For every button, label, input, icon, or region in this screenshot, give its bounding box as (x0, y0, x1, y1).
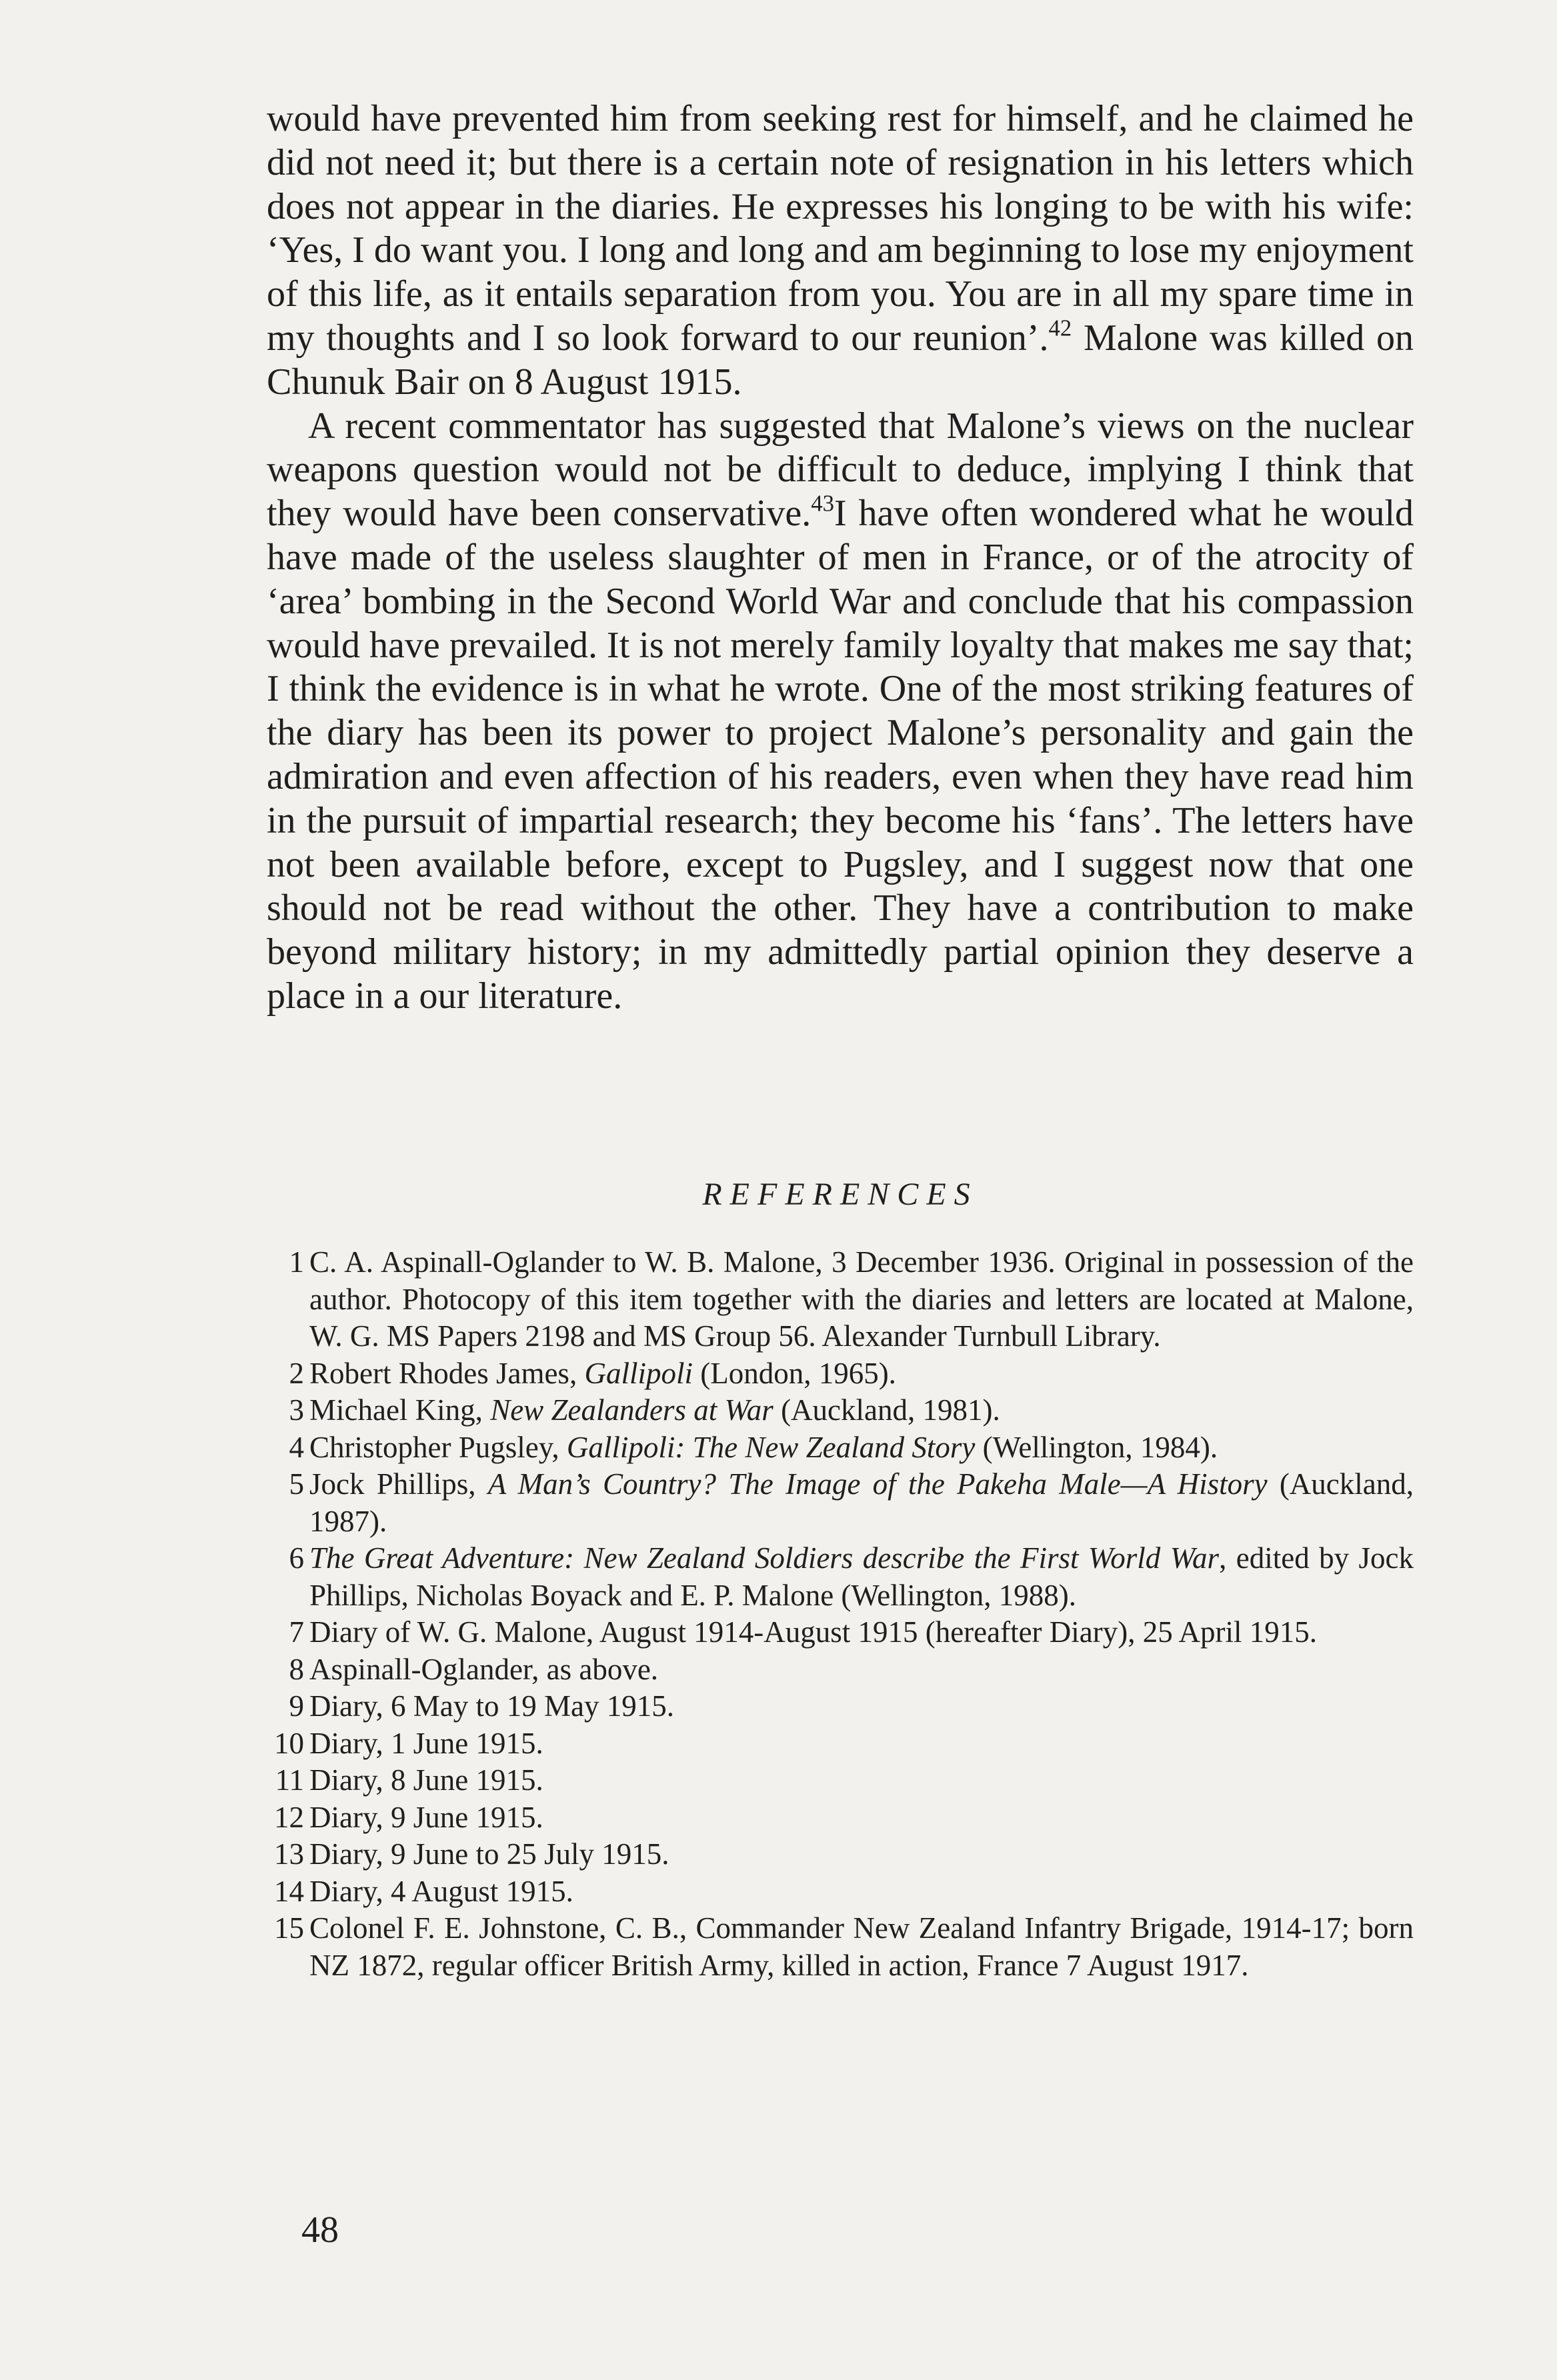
reference-item (267, 1762, 1414, 1799)
reference-text: Diary of W. G. Malone, August 1914-August 1915 (hereafter Diary), 25 April 1915. (309, 1615, 1317, 1649)
reference-item (267, 1392, 1414, 1429)
reference-text: Aspinall-Oglander, as above. (309, 1652, 659, 1686)
reference-title: Gallipoli: The New Zealand Story (566, 1430, 976, 1464)
reference-item (267, 1799, 1414, 1837)
reference-item (267, 1244, 1414, 1355)
reference-number: 7 (289, 1615, 304, 1649)
reference-text: Diary, 6 May to 19 May 1915. (309, 1689, 675, 1723)
reference-text: Diary, 9 June 1915. (309, 1800, 543, 1834)
reference-text: Christopher Pugsley, (309, 1430, 567, 1464)
reference-text: Michael King, (309, 1393, 491, 1427)
footnote-marker-42: 42 (1048, 315, 1072, 341)
reference-number: 8 (289, 1652, 304, 1686)
reference-text: Jock Phillips, (309, 1467, 488, 1501)
reference-number: 2 (289, 1356, 304, 1390)
reference-number: 6 (289, 1541, 304, 1575)
reference-text: Diary, 4 August 1915. (309, 1874, 573, 1908)
reference-number: 4 (289, 1430, 304, 1464)
reference-text: Robert Rhodes James, (309, 1356, 585, 1390)
footnote-marker-43: 43 (811, 490, 834, 517)
reference-text-end: (London, 1965). (692, 1356, 896, 1390)
reference-text: C. A. Aspinall-Oglander to W. B. Malone, 3 December 1936. Original in possession of the author. Photocopy of this item together with the diaries and letters are located at Malone, W. G. MS Papers 2198 and MS Group 56. Alexander Turnbull Library. (309, 1245, 1414, 1353)
reference-number: 13 (274, 1837, 304, 1871)
reference-title: Gallipoli (584, 1356, 693, 1390)
reference-text-end: (Wellington, 1984). (975, 1430, 1218, 1464)
reference-text-end: (Auckland, 1987). (309, 1467, 1414, 1538)
reference-item (267, 1725, 1414, 1763)
reference-item (267, 1540, 1414, 1614)
reference-text: Diary, 1 June 1915. (309, 1726, 543, 1760)
reference-number: 1 (289, 1245, 304, 1279)
paragraph-1 (267, 97, 1414, 405)
reference-title: The Great Adventure: New Zealand Soldiers describe the First World War (309, 1541, 1220, 1575)
paragraph-2 (267, 405, 1414, 1019)
paragraph-1-text-b: Malone was killed on Chunuk Bair on 8 August 1915. (267, 317, 1414, 403)
body-text (267, 97, 1414, 1019)
paragraph-1-text-a: would have prevented him from seeking rest for himself, and he claimed he did not need it; but there is a certain note of resignation in his letters which does not appear in the diaries. He expresses his longing to be with his wife: ‘Yes, I do want you. I long and long and am beginning to lose my enjoyment of this life, as it entails separation from you. You are in all my spare time in my thoughts and I so look forward to our reunion’. (267, 98, 1414, 359)
reference-text: Colonel F. E. Johnstone, C. B., Commander New Zealand Infantry Brigade, 1914-17; born NZ 1872, regular officer British Army, killed in action, France 7 August 1917. (309, 1911, 1414, 1982)
reference-item (267, 1651, 1414, 1689)
reference-number: 12 (274, 1800, 304, 1834)
reference-text: Diary, 9 June to 25 July 1915. (309, 1837, 669, 1871)
references-heading: REFERENCES (702, 1177, 978, 1212)
reference-number: 11 (275, 1763, 304, 1797)
reference-item (267, 1873, 1414, 1911)
reference-item (267, 1355, 1414, 1393)
reference-text: Diary, 8 June 1915. (309, 1763, 543, 1797)
reference-number: 15 (274, 1911, 304, 1945)
reference-item (267, 1836, 1414, 1873)
reference-item (267, 1466, 1414, 1540)
reference-number: 5 (289, 1467, 304, 1501)
reference-number: 10 (274, 1726, 304, 1760)
paragraph-2-text-a: A recent commentator has suggested that Malone’s views on the nuclear weapons question would not be difficult to deduce, implying I think that they would have been conservative. (267, 405, 1414, 535)
reference-item (267, 1614, 1414, 1651)
reference-item (267, 1688, 1414, 1725)
references-list (267, 1244, 1414, 1984)
reference-text-end: , edited by Jock Phillips, Nicholas Boyack and E. P. Malone (Wellington, 1988). (309, 1541, 1414, 1612)
reference-item (267, 1910, 1414, 1984)
reference-number: 14 (274, 1874, 304, 1908)
reference-title: A Man’s Country? The Image of the Pakeha Male—A History (487, 1467, 1268, 1501)
reference-title: New Zealanders at War (490, 1393, 773, 1427)
page-number: 48 (301, 2209, 339, 2251)
reference-text-end: (Auckland, 1981). (773, 1393, 1000, 1427)
reference-number: 3 (289, 1393, 304, 1427)
reference-item (267, 1429, 1414, 1467)
paragraph-2-text-b: I have often wondered what he would have made of the useless slaughter of men in France, or of the atrocity of ‘area’ bombing in the Second World War and conclude that his compassion would have prevailed. It is not merely family loyalty that makes me say that; I think the evidence is in what he wrote. One of the most striking features of the diary has been its power to project Malone’s personality and gain the admiration and even affection of his readers, even when they have read him in the pursuit of impartial research; they become his ‘fans’. The letters have not been available before, except to Pugsley, and I suggest now that one should not be read without the other. They have a contribution to make beyond military history; in my admittedly partial opinion they deserve a place in a our literature. (267, 493, 1414, 1017)
reference-number: 9 (289, 1689, 304, 1723)
